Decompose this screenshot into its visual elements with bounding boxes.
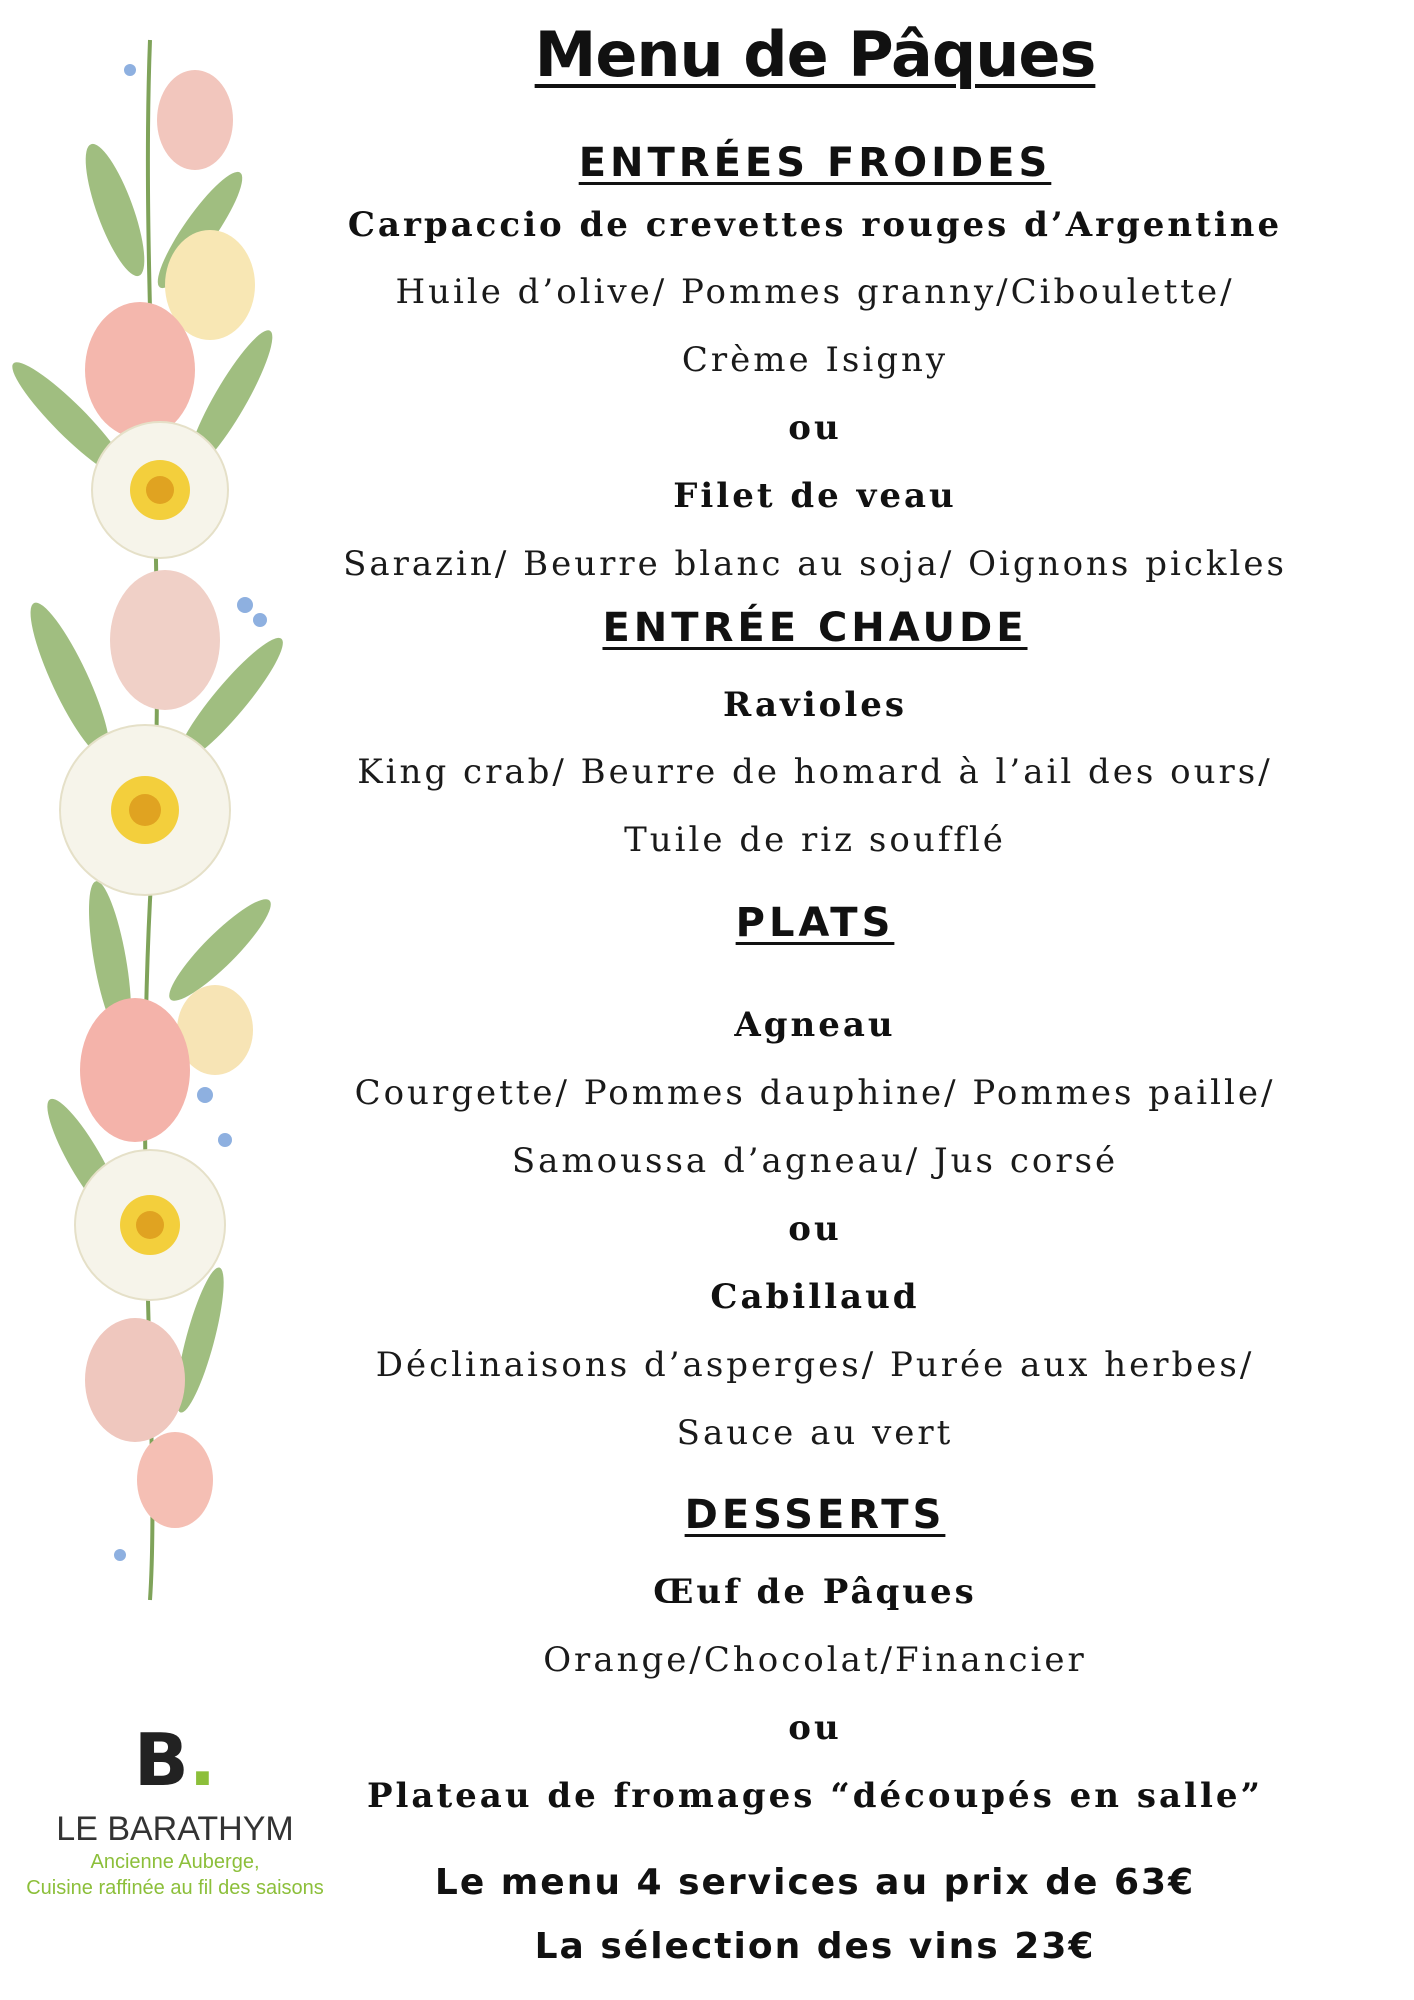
dish-description: Déclinaisons d’asperges/ Purée aux herbes/: [375, 1345, 1255, 1385]
dish-description: Courgette/ Pommes dauphine/ Pommes paille/: [354, 1073, 1276, 1113]
section-heading-entrees-froides: ENTRÉES FROIDES: [578, 140, 1052, 186]
logo-mark: [20, 1720, 330, 1800]
dish-description: Crème Isigny: [681, 340, 949, 380]
menu-price: Le menu 4 services au prix de 63€: [434, 1862, 1196, 1903]
dish-name: Carpaccio de crevettes rouges d’Argentine: [347, 205, 1283, 245]
wine-price: La sélection des vins 23€: [534, 1926, 1096, 1967]
restaurant-subtitle-1: Ancienne Auberge,: [90, 1851, 260, 1873]
floral-decoration: [0, 0, 320, 1640]
dish-name: Œuf de Pâques: [653, 1572, 977, 1612]
dish-name: Agneau: [734, 1005, 896, 1045]
dish-description: Huile d’olive/ Pommes granny/Ciboulette/: [395, 272, 1235, 312]
or-separator: ou: [788, 408, 842, 448]
dish-description: Samoussa d’agneau/ Jus corsé: [511, 1141, 1119, 1181]
or-separator: ou: [788, 1209, 842, 1249]
section-heading-entree-chaude: ENTRÉE CHAUDE: [602, 605, 1028, 651]
restaurant-name: LE BARATHYM: [56, 1810, 294, 1848]
or-separator: ou: [788, 1708, 842, 1748]
dish-description: King crab/ Beurre de homard à l’ail des ours/: [357, 752, 1273, 792]
restaurant-subtitle-2: Cuisine raffinée au fil des saisons: [26, 1877, 324, 1899]
dish-name: Plateau de fromages “découpés en salle”: [366, 1776, 1264, 1816]
dish-name: Ravioles: [722, 685, 908, 725]
dish-description: Sarazin/ Beurre blanc au soja/ Oignons pickles: [343, 544, 1287, 584]
dish-name: Cabillaud: [710, 1277, 920, 1317]
menu-title: Menu de Pâques: [534, 18, 1096, 91]
section-heading-plats: PLATS: [735, 900, 895, 946]
logo-dot: .: [188, 1718, 217, 1802]
dish-name: Filet de veau: [673, 476, 957, 516]
section-heading-desserts: DESSERTS: [684, 1492, 946, 1538]
dish-description: Orange/Chocolat/Financier: [543, 1640, 1087, 1680]
dish-description: Tuile de riz soufflé: [624, 820, 1006, 860]
restaurant-logo: [20, 1720, 330, 1901]
dish-description: Sauce au vert: [676, 1413, 954, 1453]
logo-letter: B: [133, 1718, 189, 1802]
